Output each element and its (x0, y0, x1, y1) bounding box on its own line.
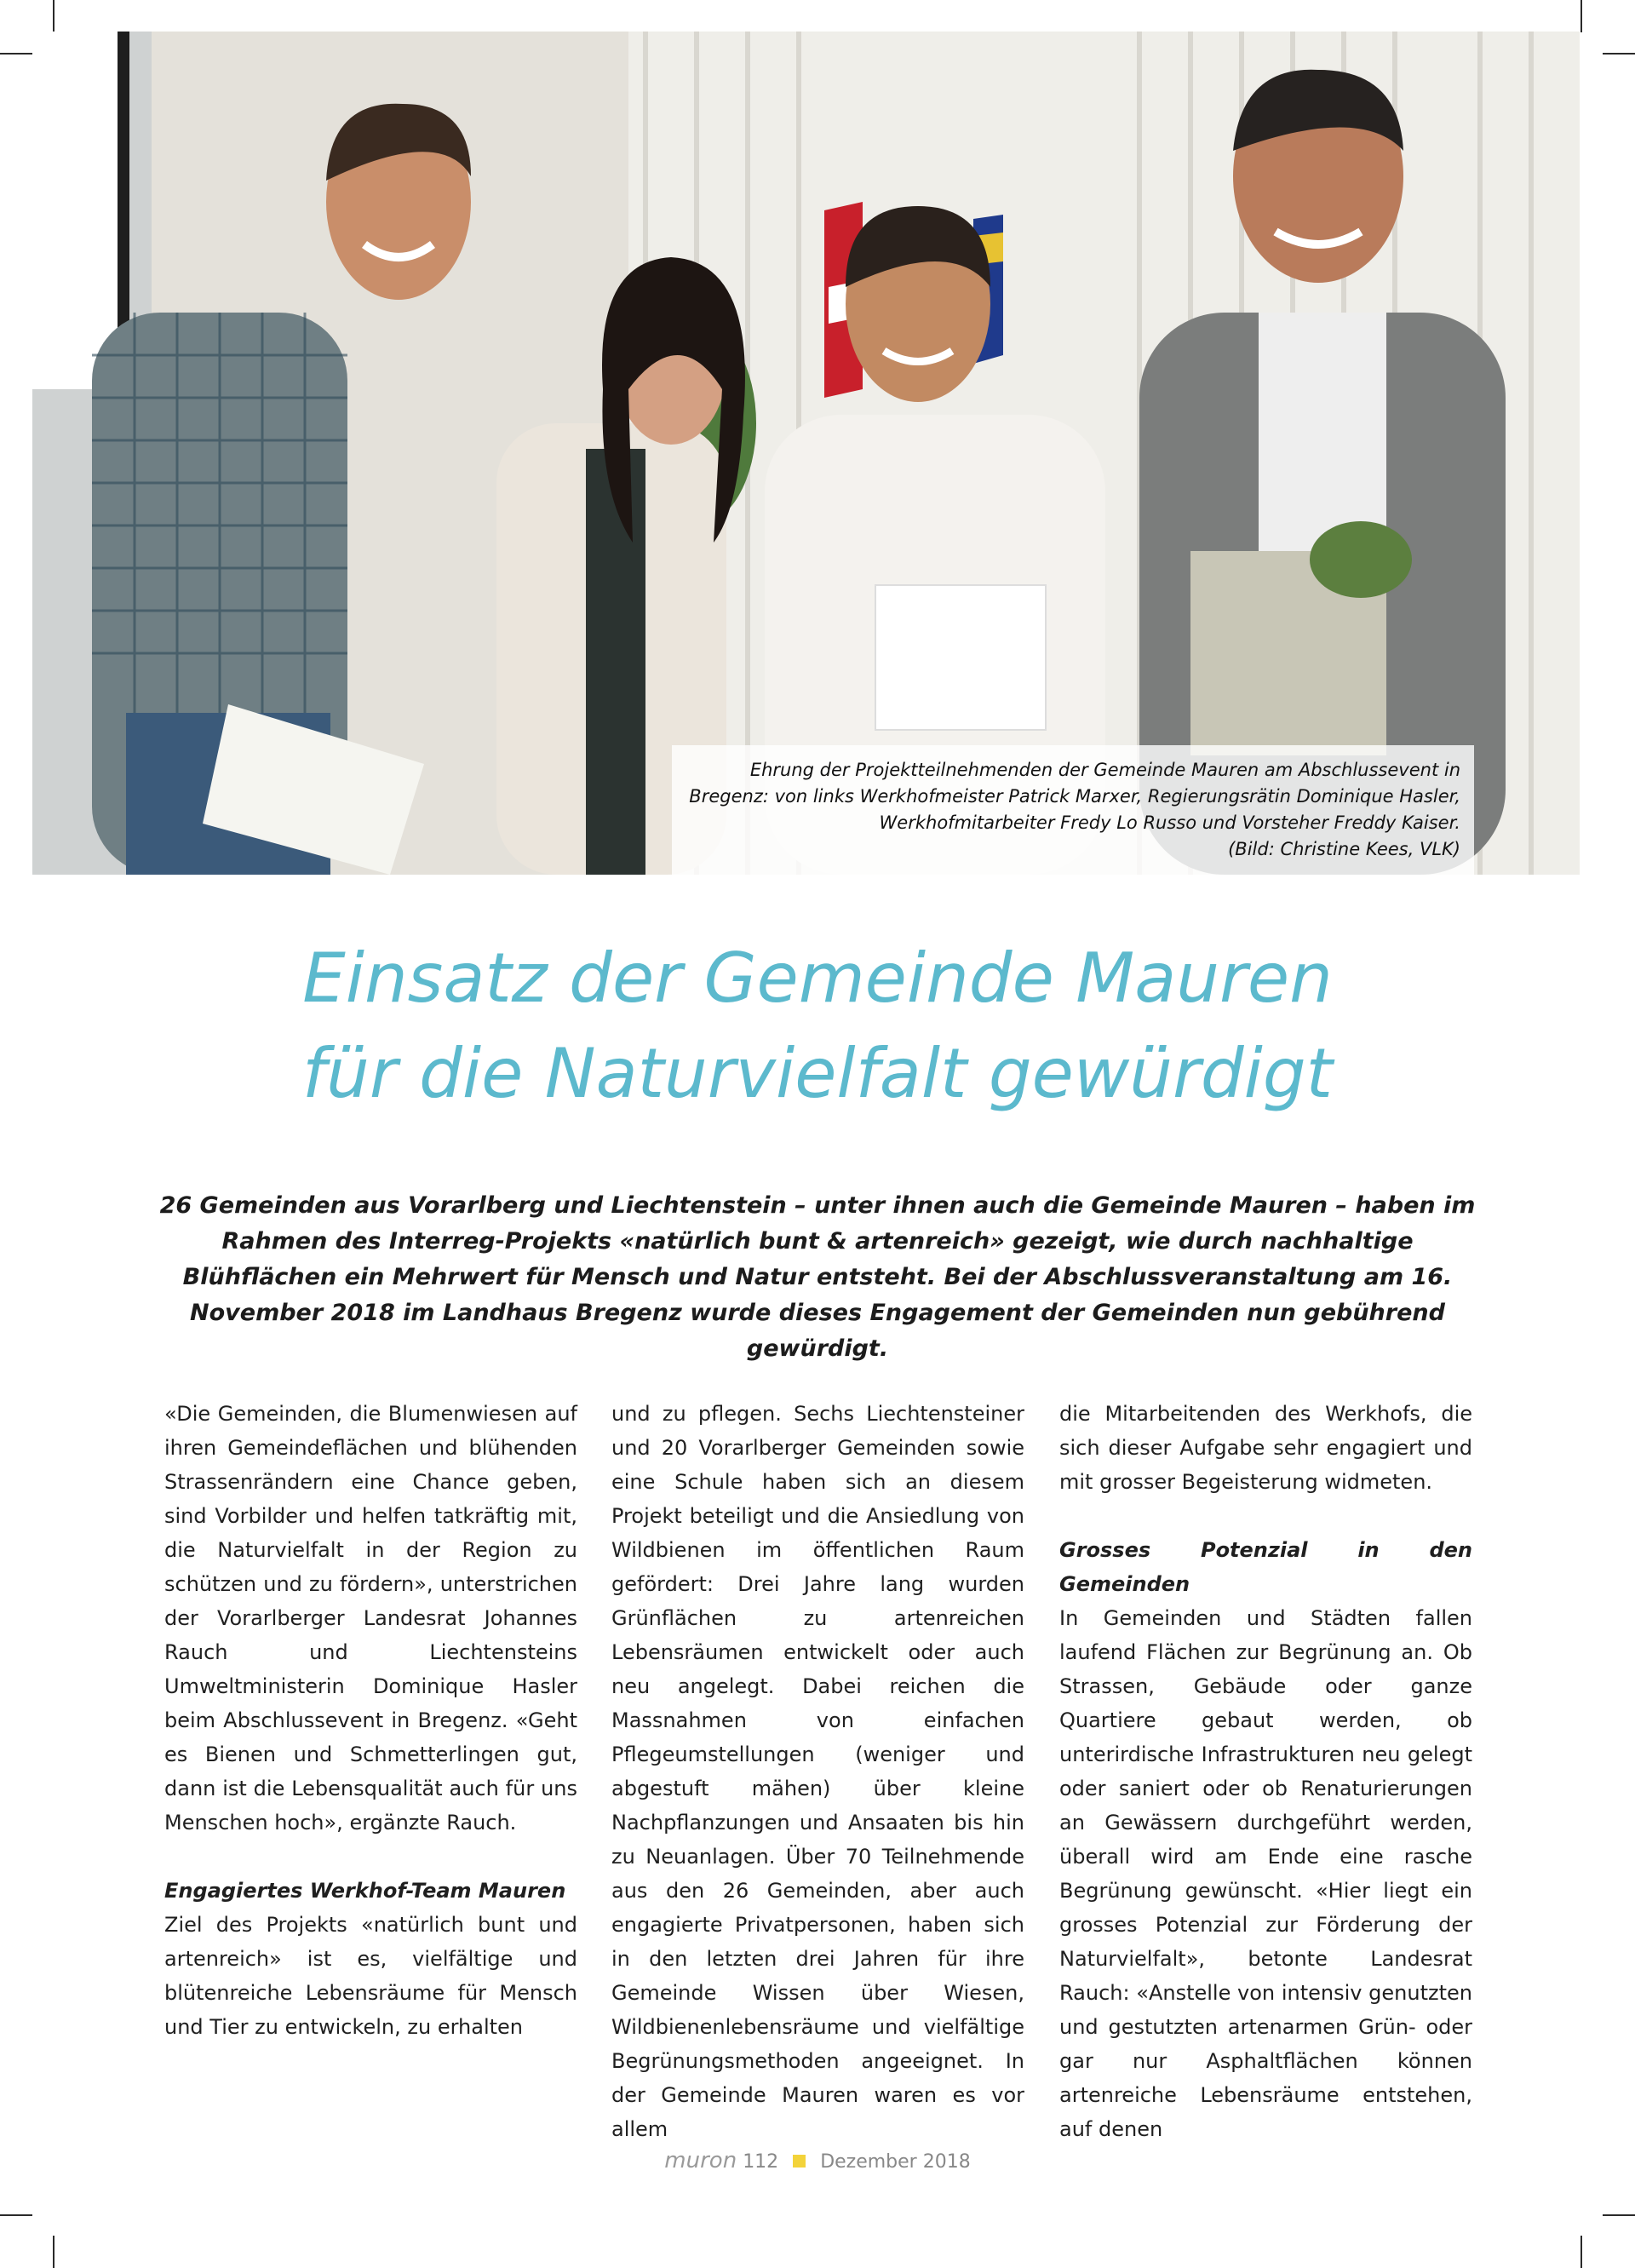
article-paragraph: «Die Gemeinden, die Blumenwiesen auf ihren Gemeindeflächen und blühenden Strassenrändern eine Chance geben, sind Vorbilder und helfen tatkräftig mit, die Naturvielfalt in der Region zu schützen und zu fördern», unterstrichen der Vorarlberger Landesrat Johannes Rauch und Liechtensteins Umweltministerin Dominique Hasler beim Abschlussevent in Bregenz. «Geht es Bienen und Schmetterlingen gut, dann ist die Lebensqualität auch für uns Menschen hoch», ergänzte Rauch. (164, 1402, 577, 1834)
lead-paragraph: 26 Gemeinden aus Vorarlberg und Liechtenstein – unter ihnen auch die Gemeinde Mauren – haben im Rahmen des Interreg-Projekts «natürlich bunt & artenreich» gezeigt, wie durch nachhaltige Blühflächen ein Mehrwert für Mensch und Natur entsteht. Bei der Abschlussveranstaltung am 16. November 2018 im Landhaus Bregenz wurde dieses Engagement der Gemeinden nun gebührend gewürdigt. (159, 1192, 1476, 1362)
crop-mark (53, 0, 54, 32)
photo-caption-text: Ehrung der Projektteilnehmenden der Gemeinde Mauren am Abschlussevent in Bregenz: von links Werkhofmeister Patrick Marxer, Regierungsrätin Dominique Hasler, Werkhofmitarbeiter Fredy Lo Russo und Vorsteher Freddy Kaiser. (689, 760, 1460, 833)
issue-date: Dezember 2018 (820, 2151, 971, 2173)
crop-mark (1580, 0, 1582, 32)
article-paragraph: Ziel des Projekts «natürlich bunt und artenreich» ist es, vielfältige und blütenreiche Lebensräume für Mensch und Tier zu entwickeln, zu erhalten (164, 1913, 577, 2039)
photo-caption (672, 745, 1474, 875)
article-column-3 (1059, 1397, 1472, 2146)
photo-credit: (Bild: Christine Kees, VLK) (1228, 839, 1460, 859)
crop-mark (1603, 2214, 1635, 2216)
headline (0, 931, 1635, 1122)
crop-mark (0, 53, 32, 55)
article-paragraph: und zu pflegen. Sechs Liechtensteiner und 20 Vorarlberger Gemeinden sowie eine Schule haben sich an diesem Projekt beteiligt und die Ansiedlung von Wildbienen im öffentlichen Raum gefördert: Drei Jahre lang wurden Grünflächen zu artenreichen Lebensräumen entwickelt oder auch neu angelegt. Dabei reichen die Massnahmen von einfachen Pflegeumstellungen (weniger und abgestuft mähen) über kleine Nachpflanzungen und Ansaaten bis hin zu Neuanlagen. Über 70 Teilnehmende aus den 26 Gemeinden, aber auch engagierte Privatpersonen, haben sich in den letzten drei Jahren für ihre Gemeinde Wissen über Wiesen, Wildbienenlebensräume und vielfältige Begrünungsmethoden angeeignet. In der Gemeinde Mauren waren es vor allem (611, 1402, 1024, 2141)
article-column-2 (611, 1397, 1024, 2146)
section-heading: Engagiertes Werkhof-Team Mauren (164, 1879, 566, 1903)
crop-mark (0, 2214, 32, 2216)
group-photo (32, 32, 1580, 875)
section-heading: Grosses Potenzial in den Gemeinden (1059, 1538, 1472, 1596)
headline-line-2: für die Naturvielfalt gewürdigt (301, 1034, 1334, 1113)
issue-number: 112 (743, 2151, 779, 2173)
crop-mark (53, 2236, 54, 2268)
crop-mark (1603, 53, 1635, 55)
article-column-1 (164, 1397, 577, 2044)
article-paragraph: die Mitarbeitenden des Werkhofs, die sich dieser Aufgabe sehr engagiert und mit grosser Begeisterung widmeten. (1059, 1402, 1472, 1494)
crop-mark (1580, 2236, 1582, 2268)
headline-line-1: Einsatz der Gemeinde Mauren (302, 939, 1333, 1018)
magazine-name: muron (664, 2148, 737, 2173)
article-paragraph: In Gemeinden und Städten fallen laufend Flächen zur Begrünung an. Ob Strassen, Gebäude oder ganze Quartiere gebaut werden, ob unterirdische Infrastrukturen neu gelegt oder saniert oder ob Renaturierungen an Gewässern durchgeführt werden, überall wird am Ende eine rasche Begrünung gewünscht. «Hier liegt ein grosses Potenzial zur Förderung der Naturvielfalt», betonte Landesrat Rauch: «Anstelle von intensiv genutzten und gestutzten artenarmen Grün- oder gar nur Asphaltflächen können artenreiche Lebensräume entstehen, auf denen (1059, 1606, 1472, 2141)
page-footer (0, 2148, 1635, 2173)
separator-square-icon (793, 2155, 806, 2168)
